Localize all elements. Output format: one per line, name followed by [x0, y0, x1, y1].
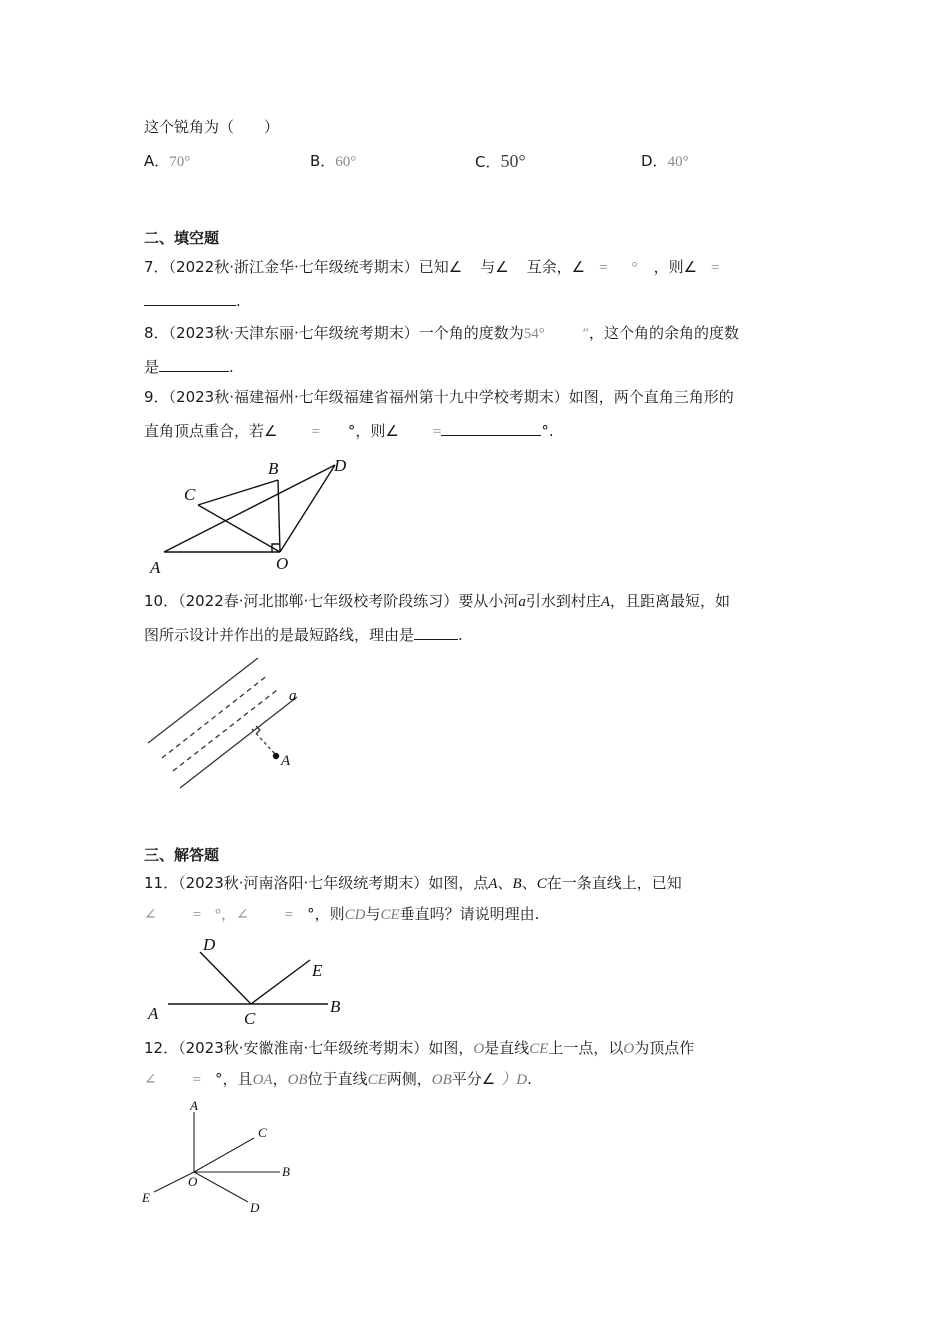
- q6-option-c: C．50°: [475, 151, 526, 171]
- question-7-answer-line: .: [144, 289, 241, 311]
- label-a-village: A: [281, 753, 291, 769]
- label-b: B: [268, 459, 279, 478]
- label-a: A: [150, 558, 161, 577]
- q11-figure: [140, 930, 360, 1030]
- label-b: B: [330, 997, 341, 1016]
- river-bank-bottom: [180, 697, 297, 788]
- q9-figure: [140, 452, 370, 578]
- question-10: 10．（2022春·河北邯郸·七年级校考阶段练习）要从小河a引水到村庄A，且距离最短，如: [144, 592, 731, 610]
- question-9-line2: 直角顶点重合，若∠ = °，则∠ = °.: [144, 419, 554, 442]
- ray-od: [194, 1172, 248, 1202]
- question-9: 9．（2023秋·福建福州·七年级福建省福州第十九中学校考期末）如图，两个直角三角形的: [144, 388, 734, 406]
- label-a: A: [148, 1004, 159, 1023]
- answer-blank[interactable]: [414, 623, 458, 640]
- label-d: D: [334, 456, 347, 475]
- label-c: C: [244, 1009, 256, 1028]
- q12-figure: [138, 1094, 308, 1219]
- answer-blank[interactable]: [441, 419, 541, 436]
- question-12-line2: ∠ = °，且OA，OB位于直线CE两侧，OB平分∠ ）D.: [144, 1070, 532, 1088]
- label-a-river: a: [289, 688, 297, 704]
- ray-ce: [251, 960, 310, 1004]
- question-10-line2: 图所示设计并作出的是最短路线，理由是 .: [144, 623, 463, 645]
- label-e: E: [142, 1190, 150, 1205]
- label-e: E: [312, 961, 323, 980]
- q6-option-a: A．70°: [144, 152, 191, 170]
- label-c: C: [258, 1125, 267, 1140]
- label-d: D: [250, 1200, 260, 1215]
- label-a: A: [190, 1098, 198, 1113]
- river-dash-2: [173, 690, 277, 771]
- question-8-line2: 是 .: [144, 355, 234, 377]
- label-o: O: [276, 554, 289, 573]
- q6-option-b: B．60°: [310, 152, 357, 170]
- q10-figure: [140, 650, 310, 795]
- river-bank-top: [148, 658, 258, 743]
- label-o: O: [188, 1174, 198, 1189]
- question-8: 8．（2023秋·天津东丽·七年级统考期末）一个角的度数为54° ″，这个角的余角的度数: [144, 324, 740, 342]
- line-cb: [198, 480, 278, 505]
- label-c: C: [184, 485, 196, 504]
- q6-option-d: D．40°: [641, 152, 689, 170]
- q6-stem: 这个锐角为（ ）: [144, 118, 280, 136]
- label-d: D: [203, 935, 216, 954]
- answer-blank[interactable]: [144, 289, 236, 306]
- question-12: 12．（2023秋·安徽淮南·七年级统考期末）如图，O是直线CE上一点，以O为顶点作: [144, 1039, 695, 1057]
- shortest-path: [252, 729, 276, 755]
- section-title-solve: 三、解答题: [144, 846, 220, 864]
- line-ad: [164, 465, 335, 552]
- river-dash-1: [162, 675, 268, 758]
- question-11: 11．（2023秋·河南洛阳·七年级统考期末）如图，点A、B、C在一条直线上，已知: [144, 874, 682, 892]
- section-title-fill-blank: 二、填空题: [144, 229, 220, 247]
- line-do: [280, 465, 335, 552]
- question-11-line2: ∠ = °，∠ = °，则CD与CE垂直吗？请说明理由.: [144, 905, 540, 923]
- village-point: [273, 753, 279, 759]
- ray-oc: [194, 1138, 254, 1172]
- line-bo: [278, 480, 280, 552]
- answer-blank[interactable]: [159, 355, 229, 372]
- label-b: B: [282, 1164, 290, 1179]
- question-7: 7．（2022秋·浙江金华·七年级统考期末）已知∠ 与∠ 互余，∠ = ° ，则∠ =: [144, 258, 720, 276]
- perpendicular-mark: [256, 726, 260, 734]
- ray-cd: [200, 952, 251, 1004]
